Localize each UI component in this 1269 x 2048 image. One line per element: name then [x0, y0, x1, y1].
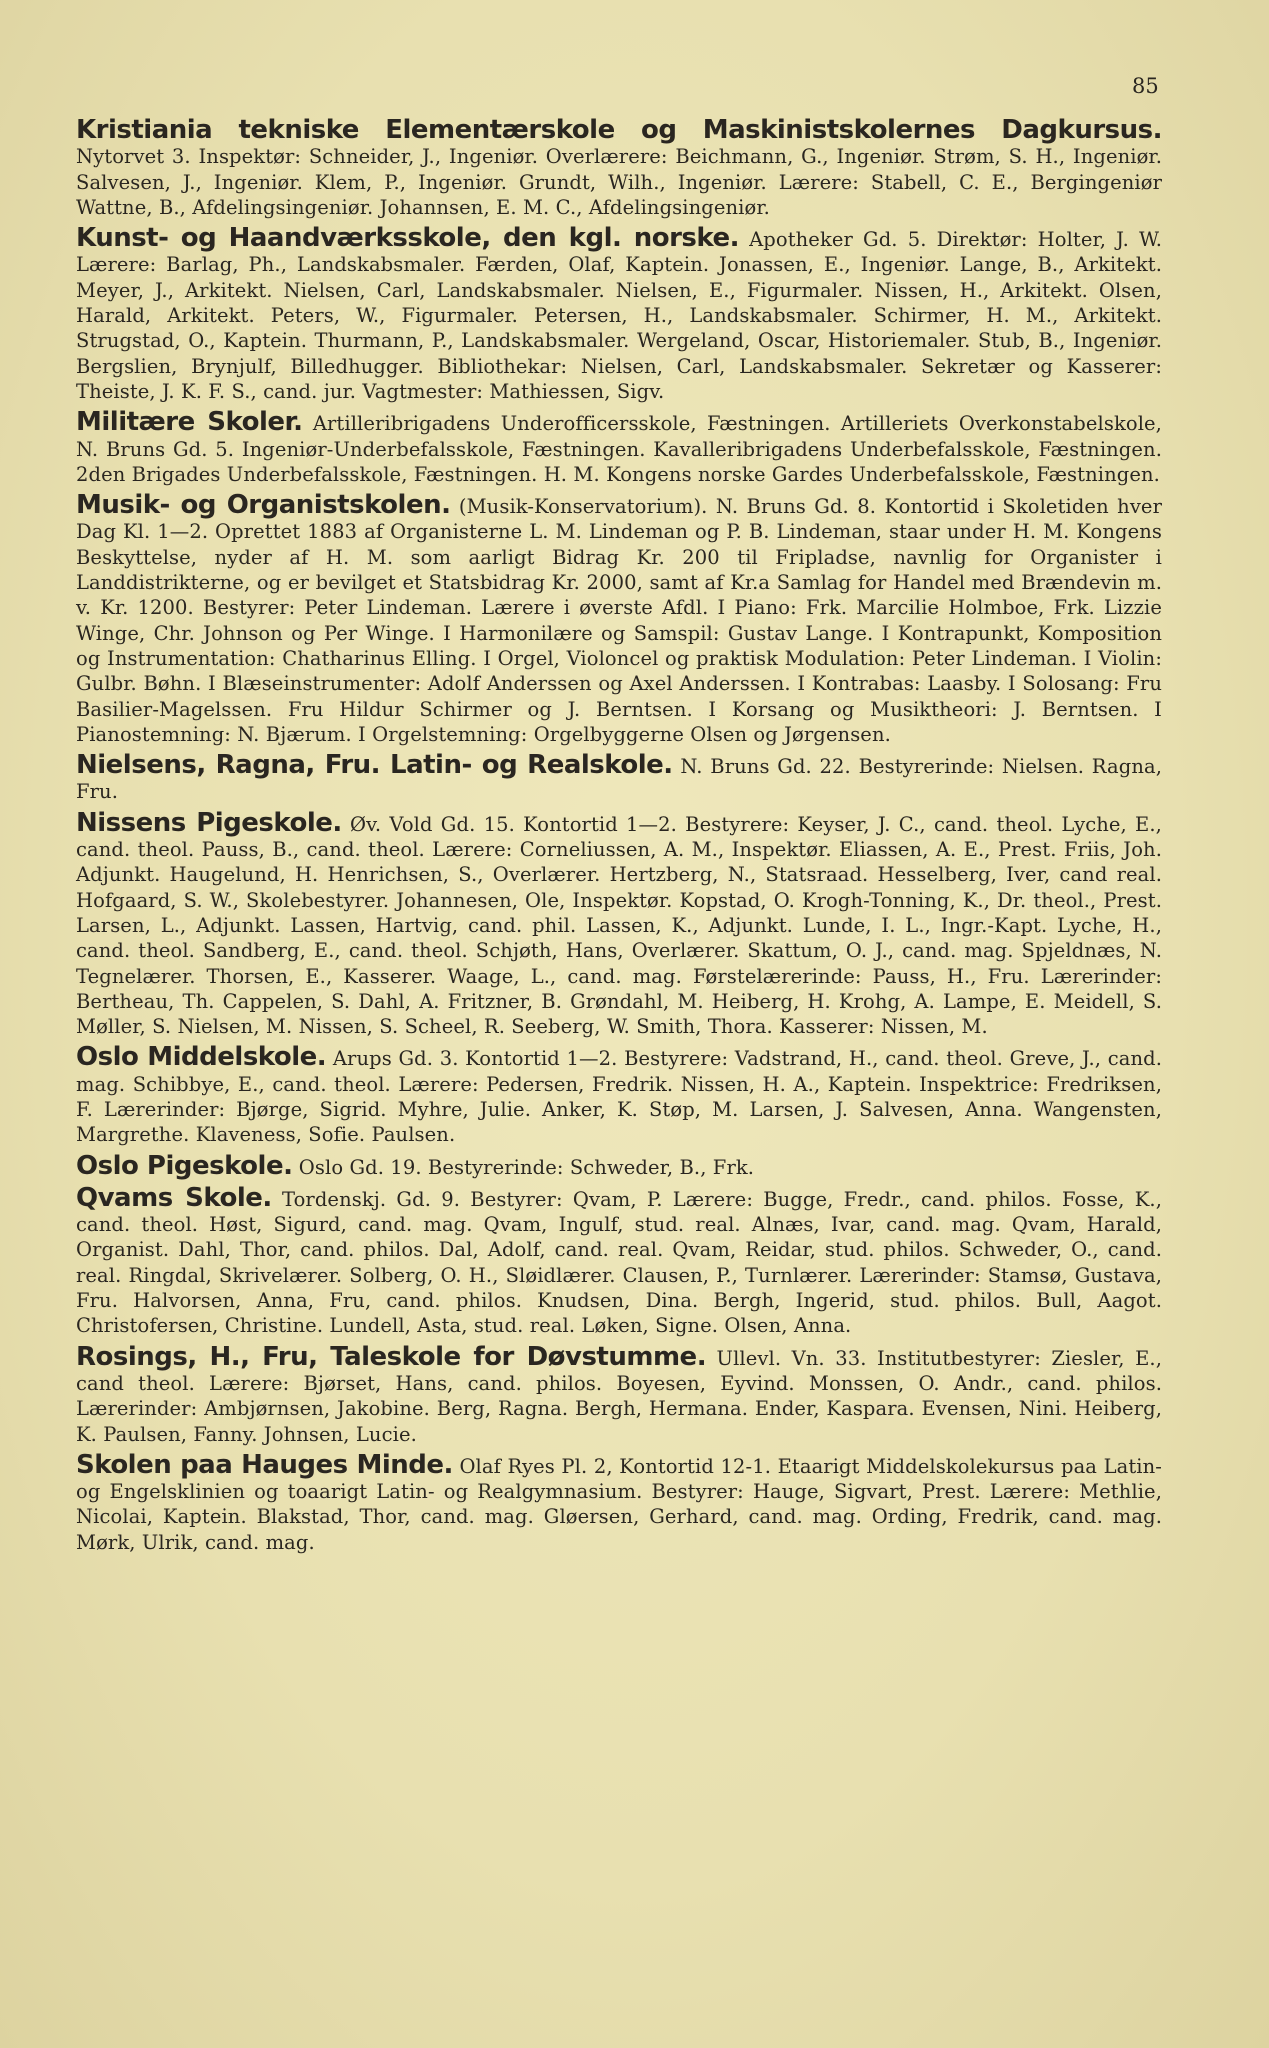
- entry-text: Artilleribrigadens Underofficersskole, Fæstningen. Artilleriets Overkonstabelskole, N. Bruns Gd. 5. Ingeniør-Underbefalsskole, Fæstningen. Kavalleribrigadens Underbefalsskole, Fæstningen. 2den Brigades Underbefalsskole, Fæstningen. H. M. Kongens norske Gardes Underbefalsskole, Fæstningen.: [76, 412, 1162, 486]
- entry-nielsens-ragna: [76, 750, 1162, 805]
- entry-heading: Oslo Pigeskole.: [76, 1150, 293, 1181]
- entry-qvams-skole: [76, 1182, 1162, 1339]
- entry-rosings-taleskole: [76, 1341, 1162, 1447]
- entry-text: N. Bruns Gd. 22. Bestyrerinde: Nielsen. Ragna, Fru.: [76, 755, 1162, 804]
- entry-oslo-middelskole: [76, 1042, 1162, 1147]
- entry-musik-organistskolen: [76, 490, 1162, 747]
- entry-heading: Nielsens, Ragna, Fru. Latin- og Realskole.: [76, 750, 673, 781]
- entry-text: (Musik-Konservatorium). N. Bruns Gd. 8. Kontortid i Skoletiden hver Dag Kl. 1—2. Oprettet 1883 af Organisterne L. M. Lindeman og P. B. Lindeman, staar under H. M. Kongens Beskyttelse, nyder af H. M. som aarligt Bidrag Kr. 200 til Fripladse, navnlig for Organister i Landdistrikterne, og er bevilget et Statsbidrag Kr. 2000, samt af Kr.a Samlag for Handel med Brændevin m. v. Kr. 1200. Bestyrer: Peter Lindeman. Lærere i øverste Afdl. I Piano: Frk. Marcilie Holmboe, Frk. Lizzie Winge, Chr. Johnson og Per Winge. I Harmonilære og Samspil: Gustav Lange. I Kontrapunkt, Komposition og Instrumentation: Chatharinus Elling. I Orgel, Violoncel og praktisk Modulation: Peter Lindeman. I Violin: Gulbr. Bøhn. I Blæseinstrumenter: Adolf Anderssen og Axel Anderssen. I Kontrabas: Laasby. I Solosang: Fru Basilier-Magelssen. Fru Hildur Schirmer og J. Berntsen. I Korsang og Musiktheori: J. Berntsen. I Pianostemning: N. Bjærum. I Orgelstemning: Orgelbyggerne Olsen og Jørgensen.: [76, 495, 1162, 746]
- entry-heading: Kunst- og Haandværksskole, den kgl. norske.: [76, 223, 739, 254]
- entry-kristiania-tekniske: [76, 115, 1162, 220]
- entry-nissens-pigeskole: [76, 807, 1162, 1040]
- entry-militaere-skoler: [76, 407, 1162, 487]
- entry-text: Arups Gd. 3. Kontortid 1—2. Bestyrere: Vadstrand, H., cand. theol. Greve, J., cand. mag. Schibbye, E., cand. theol. Lærere: Pedersen, Fredrik. Nissen, H. A., Kaptein. Inspektrice: Fredriksen, F. Lærerinder: Bjørge, Sigrid. Myhre, Julie. Anker, K. Støp, M. Larsen, J. Salvesen, Anna. Wangensten, Margrethe. Klaveness, Sofie. Paulsen.: [76, 1047, 1162, 1147]
- entry-text: Nytorvet 3. Inspektør: Schneider, J., Ingeniør. Overlærere: Beichmann, G., Ingeniør. Strøm, S. H., Ingeniør. Salvesen, J., Ingeniør. Klem, P., Ingeniør. Grundt, Wilh., Ingeniør. Lærere: Stabell, C. E., Bergingeniør Wattne, B., Afdelingsingeniør. Johannsen, E. M. C., Afdelingsingeniør.: [76, 145, 1162, 219]
- entry-heading: Militære Skoler.: [76, 407, 303, 438]
- page-number: 85: [1132, 74, 1159, 98]
- entry-kunst-haandvaerksskole: [76, 223, 1162, 404]
- entry-heading: Nissens Pigeskole.: [76, 807, 342, 838]
- entry-oslo-pigeskole: [76, 1150, 1162, 1181]
- entry-text: Olaf Ryes Pl. 2, Kontortid 12-1. Etaarigt Middelskolekursus paa Latin- og Engelsklinien og toaarigt Latin- og Realgymnasium. Bestyrer: Hauge, Sigvart, Prest. Lærere: Methlie, Nicolai, Kaptein. Blakstad, Thor, cand. mag. Gløersen, Gerhard, cand. mag. Ording, Fredrik, cand. mag. Mørk, Ulrik, cand. mag.: [76, 1454, 1162, 1554]
- entry-text: Tordenskj. Gd. 9. Bestyrer: Qvam, P. Lærere: Bugge, Fredr., cand. philos. Fosse, K., cand. theol. Høst, Sigurd, cand. mag. Qvam, Ingulf, stud. real. Alnæs, Ivar, cand. mag. Qvam, Harald, Organist. Dahl, Thor, cand. philos. Dal, Adolf, cand. real. Qvam, Reidar, stud. philos. Schweder, O., cand. real. Ringdal, Skrivelærer. Solberg, O. H., Sløidlærer. Clausen, P., Turnlærer. Lærerinder: Stamsø, Gustava, Fru. Halvorsen, Anna, Fru, cand. philos. Knudsen, Dina. Bergh, Ingerid, stud. philos. Bull, Aagot. Christofersen, Christine. Lundell, Asta, stud. real. Løken, Signe. Olsen, Anna.: [76, 1187, 1162, 1338]
- entry-heading: Rosings, H., Fru, Taleskole for Døvstumme.: [76, 1341, 707, 1372]
- entry-text: Ullevl. Vn. 33. Institutbestyrer: Ziesler, E., cand theol. Lærere: Bjørset, Hans, cand. philos. Boyesen, Eyvind. Monssen, O. Andr., cand. philos. Lærerinder: Ambjørnsen, Jakobine. Berg, Ragna. Bergh, Hermana. Ender, Kaspara. Evensen, Nini. Heiberg, K. Paulsen, Fanny. Johnsen, Lucie.: [76, 1346, 1162, 1446]
- page-content: [76, 115, 1162, 1561]
- entry-text: Øv. Vold Gd. 15. Kontortid 1—2. Bestyrere: Keyser, J. C., cand. theol. Lyche, E., cand. theol. Pauss, B., cand. theol. Lærere: Corneliussen, A. M., Inspektør. Eliassen, A. E., Prest. Friis, Joh. Adjunkt. Haugelund, H. Henrichsen, S., Overlærer. Hertzberg, N., Statsraad. Hesselberg, Iver, cand real. Hofgaard, S. W., Skolebestyrer. Johannesen, Ole, Inspektør. Kopstad, O. Krogh-Tonning, K., Dr. theol., Prest. Larsen, L., Adjunkt. Lassen, Hartvig, cand. phil. Lassen, K., Adjunkt. Lunde, I. L., Ingr.-Kapt. Lyche, H., cand. theol. Sandberg, E., cand. theol. Schjøth, Hans, Overlærer. Skattum, O. J., cand. mag. Spjeldnæs, N. Tegnelærer. Thorsen, E., Kasserer. Waage, L., cand. mag. Førstelærerinde: Pauss, H., Fru. Lærerinder: Bertheau, Th. Cappelen, S. Dahl, A. Fritzner, B. Grøndahl, M. Heiberg, H. Krohg, A. Lampe, E. Meidell, S. Møller, S. Nielsen, M. Nissen, S. Scheel, R. Seeberg, W. Smith, Thora. Kasserer: Nissen, M.: [76, 812, 1162, 1039]
- entry-heading: Qvams Skole.: [76, 1182, 272, 1213]
- entry-skolen-hauges-minde: [76, 1449, 1162, 1555]
- entry-heading: Musik- og Organistskolen.: [76, 490, 451, 521]
- entry-text: Apotheker Gd. 5. Direktør: Holter, J. W. Lærere: Barlag, Ph., Landskabsmaler. Færden, Olaf, Kaptein. Jonassen, E., Ingeniør. Lange, B., Arkitekt. Meyer, J., Arkitekt. Nielsen, Carl, Landskabsmaler. Nielsen, E., Figurmaler. Nissen, H., Arkitekt. Olsen, Harald, Arkitekt. Peters, W., Figurmaler. Petersen, H., Landskabsmaler. Schirmer, H. M., Arkitekt. Strugstad, O., Kaptein. Thurmann, P., Landskabsmaler. Wergeland, Oscar, Historiemaler. Stub, B., Ingeniør. Bergslien, Brynjulf, Billedhugger. Bibliothekar: Nielsen, Carl, Landskabsmaler. Sekretær og Kasserer: Theiste, J. K. F. S., cand. jur. Vagtmester: Mathiessen, Sigv.: [76, 228, 1162, 403]
- entry-text: Oslo Gd. 19. Bestyrerinde: Schweder, B., Frk.: [292, 1155, 755, 1179]
- entry-heading: Skolen paa Hauges Minde.: [76, 1449, 453, 1480]
- entry-heading: Oslo Middelskole.: [76, 1042, 327, 1073]
- entry-heading: Kristiania tekniske Elementærskole og Maskinistskolernes Dagkursus.: [76, 115, 1162, 145]
